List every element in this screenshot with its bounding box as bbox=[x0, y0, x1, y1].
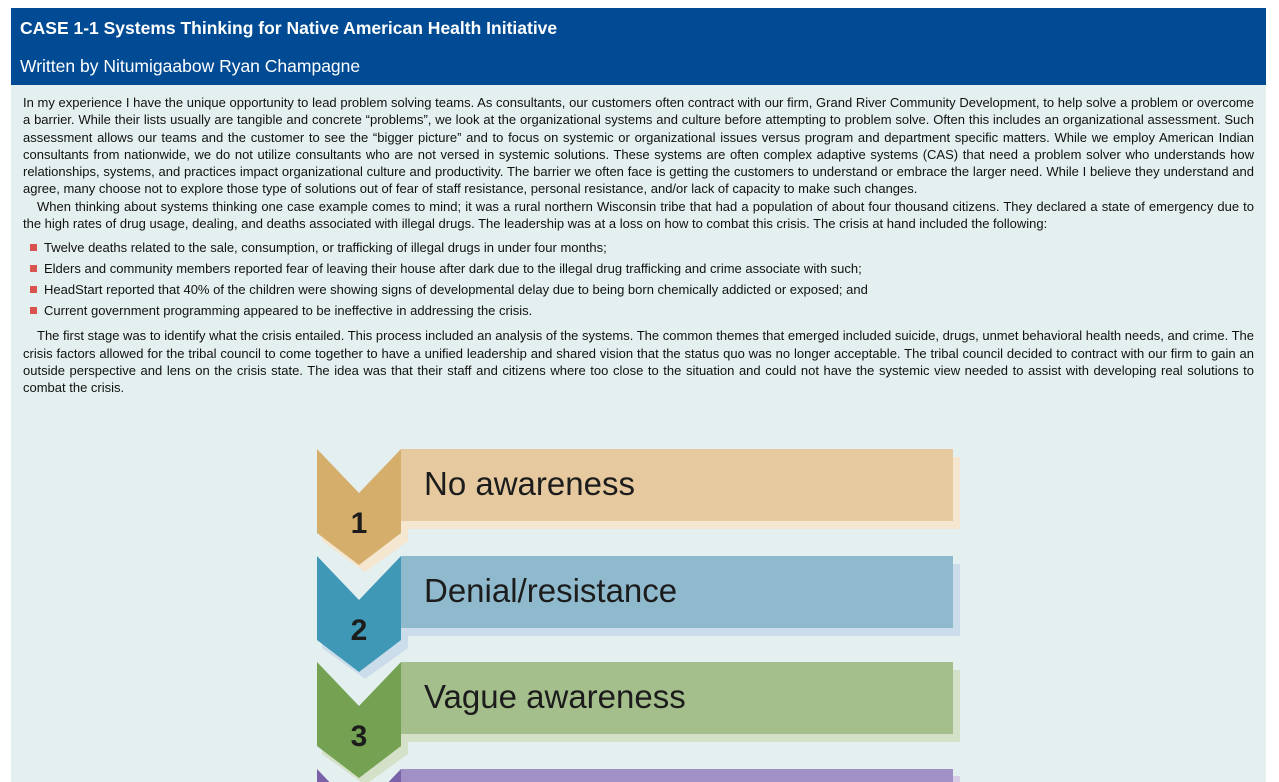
bullet-square-icon bbox=[30, 286, 37, 293]
list-item-text: Twelve deaths related to the sale, consumption, or trafficking of illegal drugs in under four months; bbox=[44, 240, 607, 256]
list-item bbox=[23, 258, 1254, 279]
paragraph: In my experience I have the unique opportunity to lead problem solving teams. As consultants, our customers often contract with our firm, Grand River Community Development, to help solve a problem or overcome a barrier. While their lists usually are tangible and concrete “problems”, we look at the organizational systems and culture before attempting to problem solve. Often this includes an organizational assessment. Such assessment allows our teams and the customer to see the “bigger picture” and to focus on systemic or organizational issues versus program and department specific matters. While we employ American Indian consultants from nationwide, we do not utilize consultants who are not versed in systemic solutions. These systems are often complex adaptive systems (CAS) that need a problem solver who understands how relationships, systems, and practices impact organizational culture and productivity. The barrier we often face is getting the customers to understand or embrace the larger need. While I believe they understand and agree, many choose not to explore those type of solutions out of fear of staff resistance, personal resistance, and/or lack of capacity to make such changes. bbox=[23, 95, 1254, 197]
stage-bar bbox=[401, 769, 953, 782]
list-item bbox=[23, 300, 1254, 321]
stage-label: Vague awareness bbox=[424, 678, 686, 715]
bullet-square-icon bbox=[30, 265, 37, 272]
list-item-text: Current government programming appeared to be ineffective in addressing the crisis. bbox=[44, 303, 533, 319]
case-body bbox=[23, 94, 1254, 397]
paragraph: The first stage was to identify what the crisis entailed. This process included an analysis of the systems. The common themes that emerged included suicide, drugs, unmet behavioral health needs, and crime. The crisis factors allowed for the tribal council to come together to have a unified leadership and shared vision that the status quo was no longer acceptable. The tribal council decided to contract with our firm to gain an outside perspective and lens on the crisis state. The idea was that their staff and citizens where too close to the situation and could not have the systemic view needed to assist with developing real solutions to combat the crisis. bbox=[23, 328, 1254, 396]
paragraph: When thinking about systems thinking one case example comes to mind; it was a rural northern Wisconsin tribe that had a population of about four thousand citizens. They declared a state of emergency due to the high rates of drug usage, dealing, and deaths associated with illegal drugs. The leadership was at a loss on how to combat this crisis. The crisis at hand included the following: bbox=[23, 198, 1254, 232]
stage-number: 1 bbox=[350, 507, 368, 540]
bullet-square-icon bbox=[30, 307, 37, 314]
stage-1 bbox=[317, 449, 960, 572]
case-author: Written by Nitumigaabow Ryan Champagne bbox=[20, 56, 361, 76]
list-item bbox=[23, 279, 1254, 300]
list-item bbox=[23, 237, 1254, 258]
crisis-list bbox=[23, 237, 1254, 321]
case-header bbox=[11, 8, 1266, 85]
list-item-text: Elders and community members reported fear of leaving their house after dark due to the illegal drug trafficking and crime associate with such; bbox=[44, 261, 862, 277]
stage-3 bbox=[317, 662, 960, 782]
stage-number: 3 bbox=[350, 720, 368, 753]
list-item-text: HeadStart reported that 40% of the children were showing signs of developmental delay due to being born chemically addicted or exposed; and bbox=[44, 282, 868, 298]
stage-2 bbox=[317, 556, 960, 679]
stage-label: Denial/resistance bbox=[424, 572, 678, 609]
bullet-square-icon bbox=[30, 244, 37, 251]
stages-svg bbox=[317, 449, 967, 782]
case-title: CASE 1-1 Systems Thinking for Native American Health Initiative bbox=[20, 18, 558, 38]
awareness-stages-diagram bbox=[317, 449, 967, 782]
stage-label: No awareness bbox=[424, 465, 635, 502]
case-box bbox=[11, 8, 1266, 782]
stage-4 bbox=[317, 769, 960, 782]
stage-number: 2 bbox=[350, 614, 368, 647]
